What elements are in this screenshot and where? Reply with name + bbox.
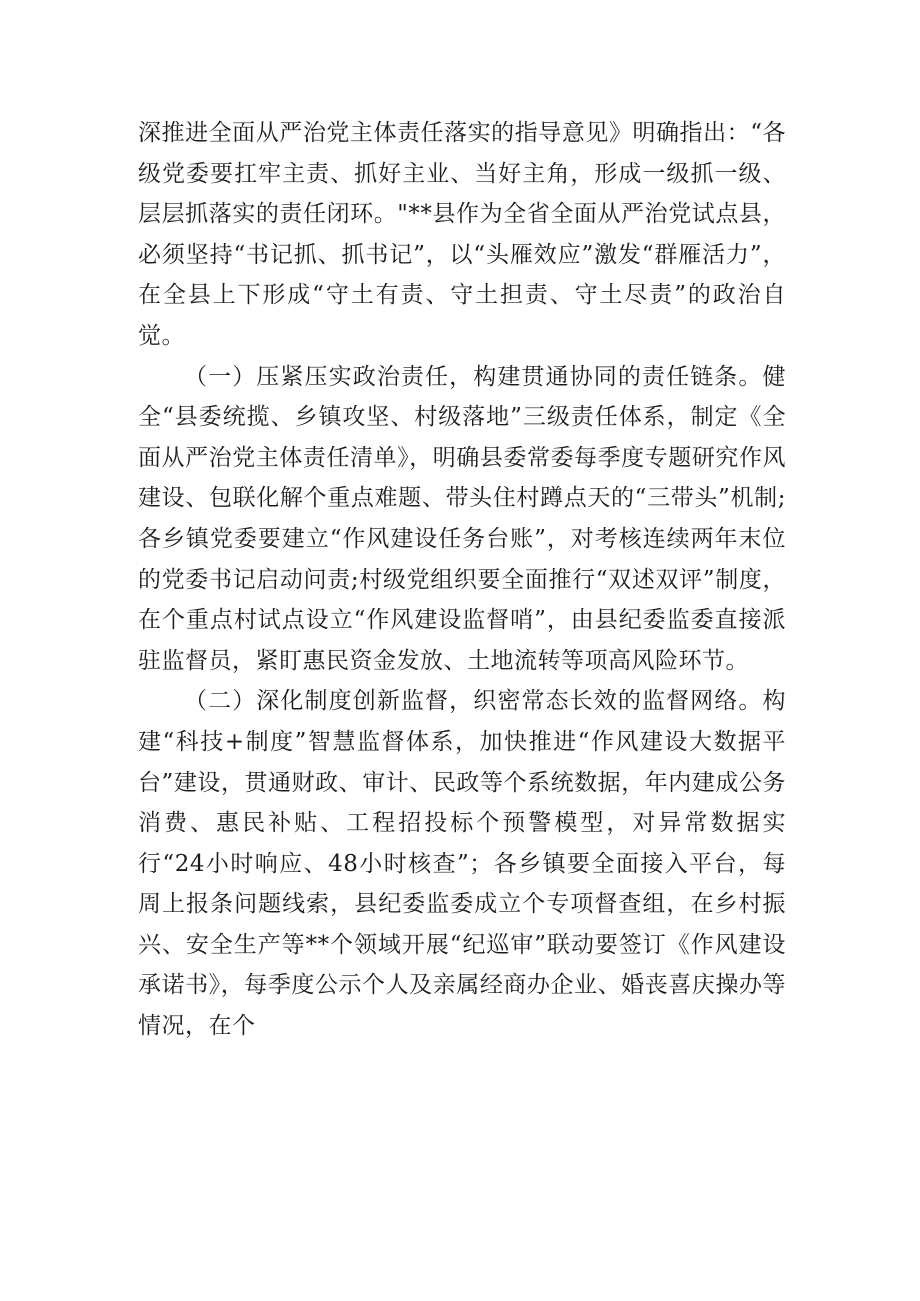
- document-body: [138, 113, 786, 1047]
- paragraph-section-two: （二）深化制度创新监督，织密常态长效的监督网络。构建“科技+制度”智慧监督体系，加快推进“作风建设大数据平台”建设，贯通财政、审计、民政等个系统数据，年内建成公务消费、惠民补贴、工程招投标个预警模型，对异常数据实行“24小时响应、48小时核查”；各乡镇要全面接入平台，每周上报条问题线索，县纪委监委成立个专项督查组，在乡村振兴、安全生产等**个领域开展“纪巡审”联动要签订《作风建设承诺书》，每季度公示个人及亲属经商办企业、婚丧喜庆操办等情况，在个: [138, 688, 786, 1040]
- paragraph-intro-continuation: 深推进全面从严治党主体责任落实的指导意见》明确指出：“各级党委要扛牢主责、抓好主业、当好主角，形成一级抓一级、层层抓落实的责任闭环。"**县作为全省全面从严治党试点县，必须坚持“书记抓、抓书记”，以“头雁效应”激发“群雁活力”，在全县上下形成“守土有责、守土担责、守土尽责”的政治自觉。: [138, 120, 786, 349]
- paragraph-section-one: （一）压紧压实政治责任，构建贯通协同的责任链条。健全“县委统揽、乡镇攻坚、村级落地”三级责任体系，制定《全面从严治党主体责任清单》，明确县委常委每季度专题研究作风建设、包联化解个重点难题、带头住村蹲点天的“三带头”机制;各乡镇党委要建立“作风建设任务台账”，对考核连续两年末位的党委书记启动问责;村级党组织要全面推行“双述双评”制度，在个重点村试点设立“作风建设监督哨”，由县纪委监委直接派驻监督员，紧盯惠民资金发放、土地流转等项高风险环节。: [138, 363, 786, 674]
